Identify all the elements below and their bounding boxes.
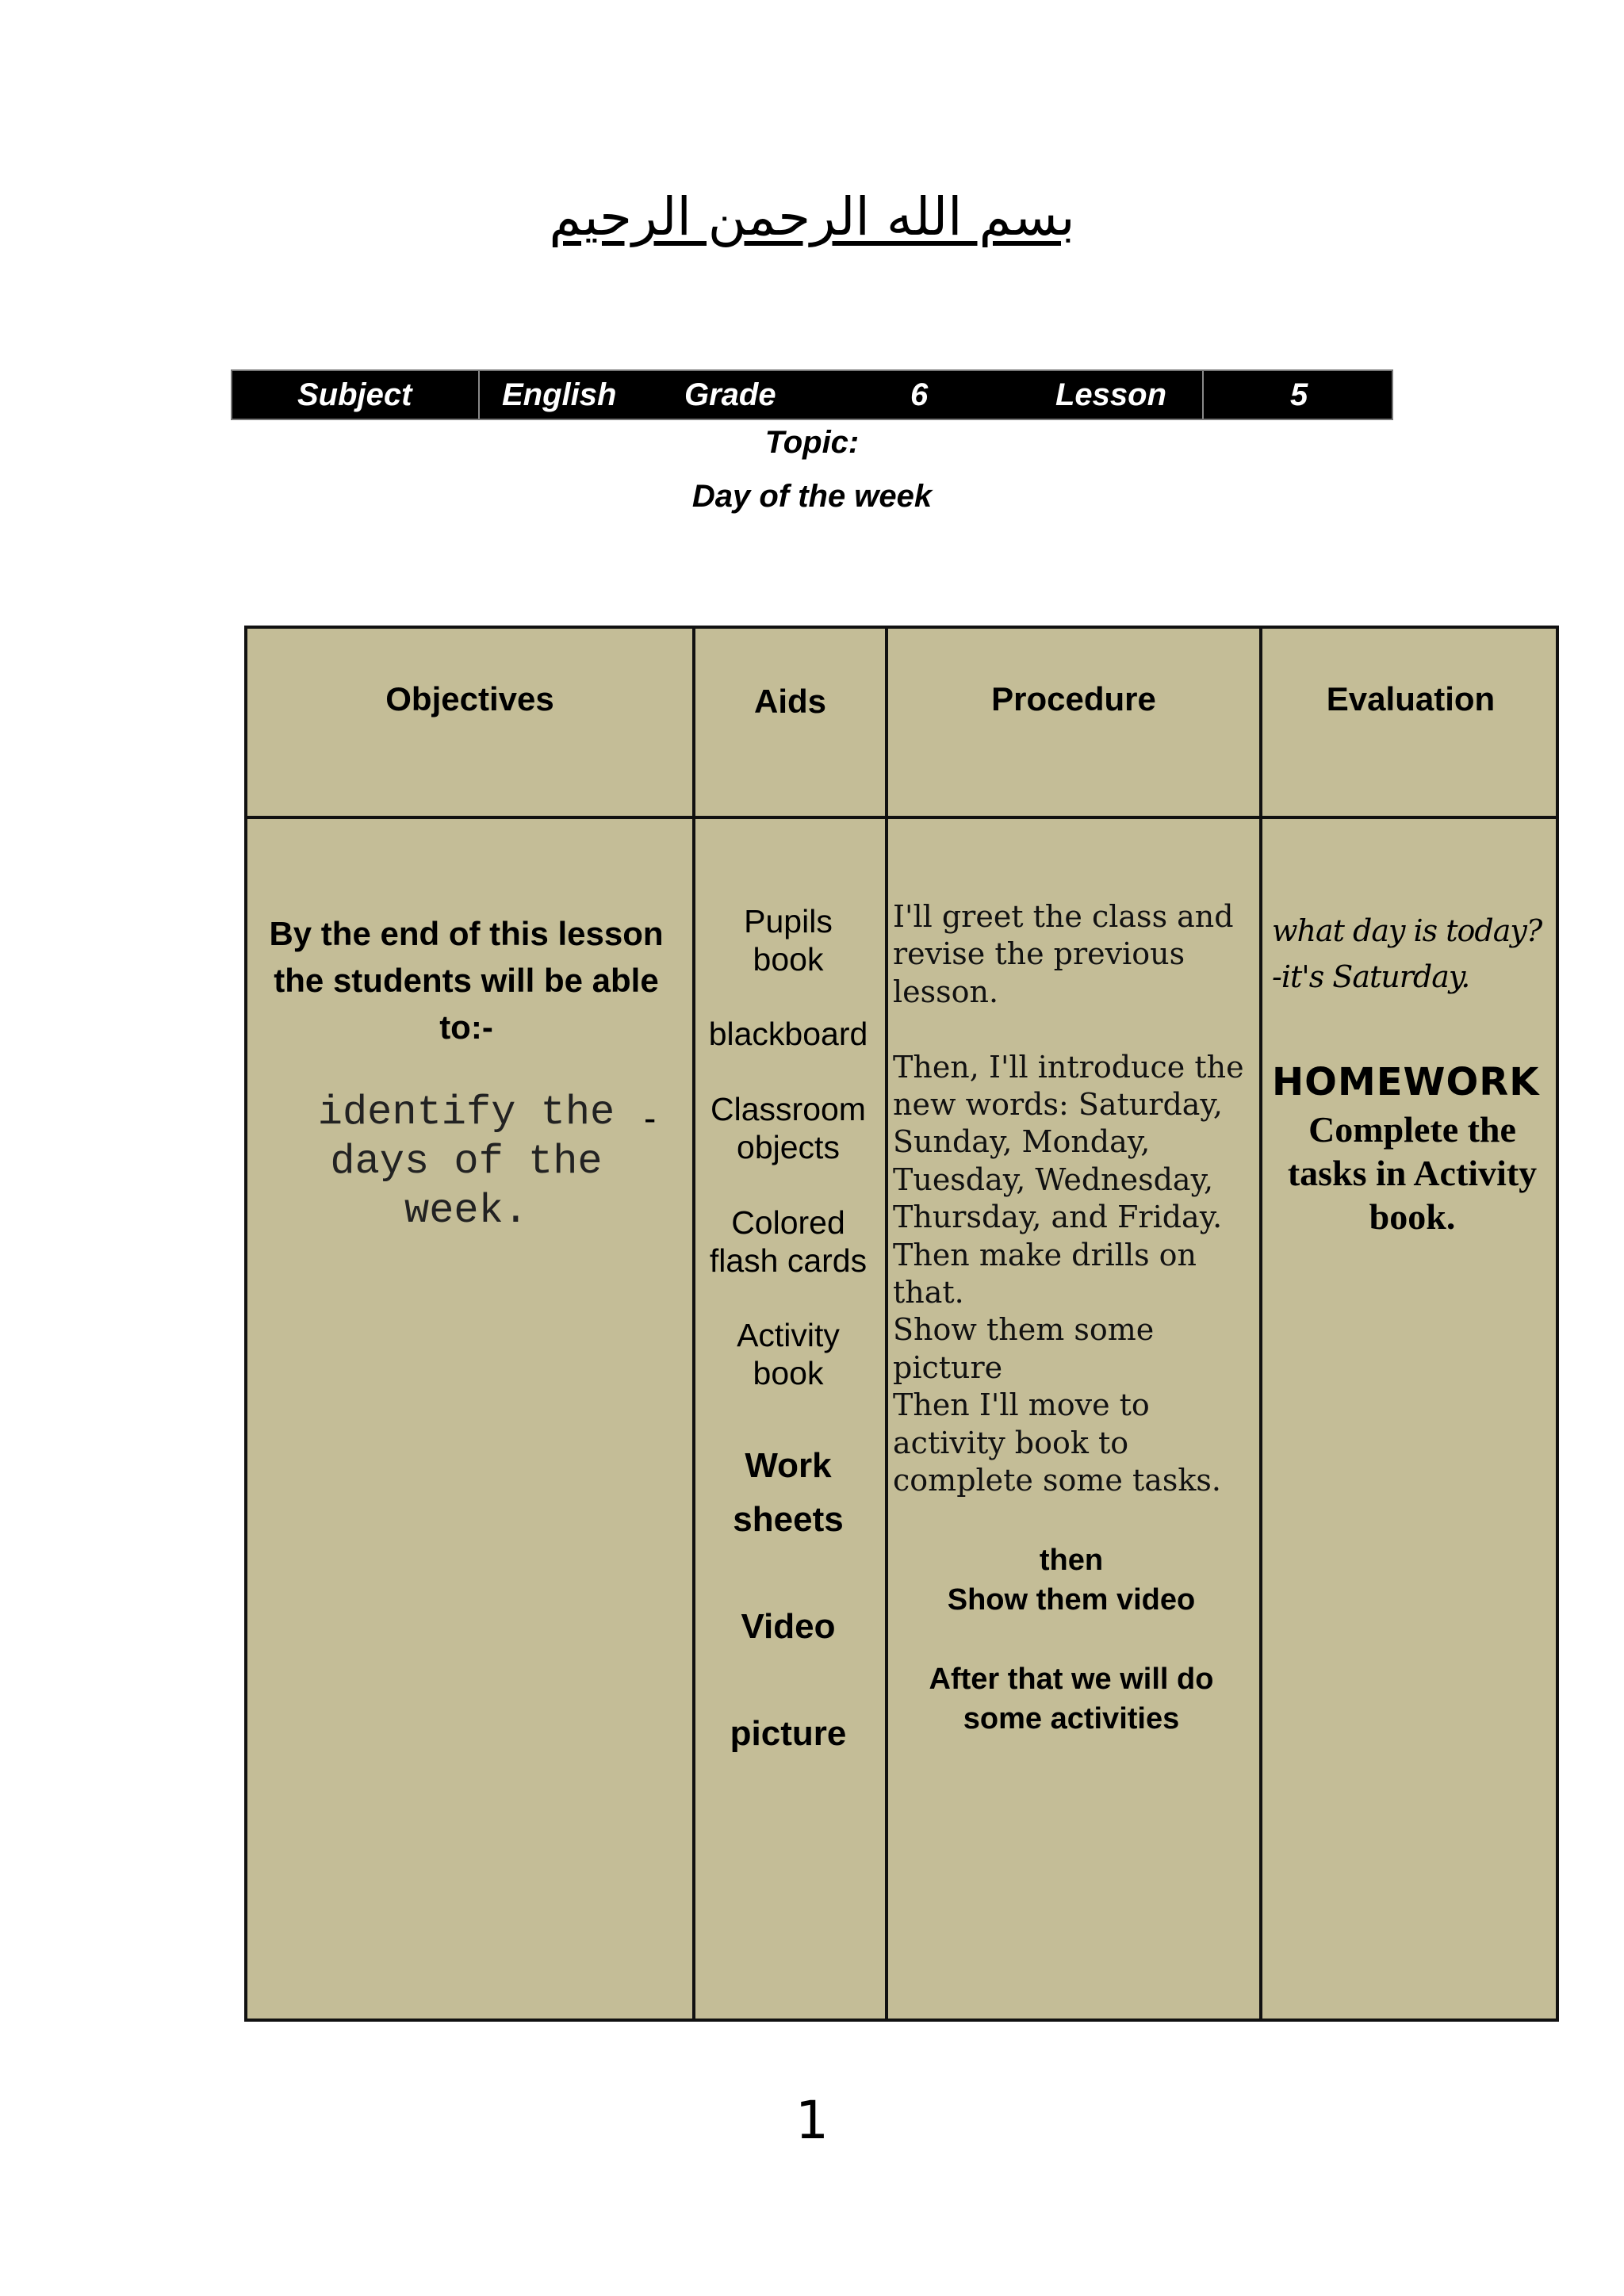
procedure-line: Then I'll move to <box>893 1387 1150 1423</box>
procedure-followup-line <box>888 1620 1254 1659</box>
page-number: 1 <box>795 2090 829 2151</box>
header-procedure: Procedure <box>991 680 1156 718</box>
aid-line: Classroom <box>710 1091 866 1127</box>
aid-item <box>692 1600 884 1654</box>
aid-item <box>692 902 884 978</box>
evaluation-question <box>1272 908 1557 1000</box>
procedure-followup-line: then <box>1039 1544 1104 1577</box>
aid-line: picture <box>730 1714 847 1753</box>
grade-value: 6 <box>910 377 929 412</box>
procedure-line: lesson. <box>893 974 999 1009</box>
procedure-line: that. <box>893 1275 964 1311</box>
procedure-line: Sunday, Monday, <box>893 1124 1151 1160</box>
aid-line: sheets <box>733 1500 844 1539</box>
homework-title: HOMEWORK <box>1272 1060 1540 1104</box>
procedure-line: complete some tasks. <box>893 1463 1222 1498</box>
procedure-line: Tuesday, Wednesday, <box>893 1161 1214 1197</box>
procedure-text <box>893 898 1250 1500</box>
aid-line: Colored <box>731 1204 845 1241</box>
column-divider <box>885 629 888 2019</box>
objective-dash: - <box>644 1097 657 1138</box>
homework-task-line: tasks in Activity <box>1287 1153 1538 1193</box>
lesson-value: 5 <box>1290 377 1308 412</box>
aid-line: Activity <box>737 1317 840 1353</box>
aid-line: objects <box>737 1129 840 1165</box>
homework-task-line: book. <box>1369 1196 1456 1237</box>
evaluation-line: what day is today? <box>1272 913 1542 948</box>
basmala-text: بسم الله الرحمن الرحيم <box>549 186 1075 247</box>
procedure-line: Then, I'll introduce the <box>893 1049 1244 1085</box>
procedure-line: picture <box>893 1349 1003 1385</box>
column-divider <box>1259 629 1262 2019</box>
info-bar-divider <box>478 371 480 419</box>
homework-task-line: Complete the <box>1308 1109 1516 1150</box>
homework-task <box>1269 1108 1556 1238</box>
procedure-line: I'll greet the class and <box>893 899 1234 934</box>
aid-line: Pupils <box>744 903 833 939</box>
procedure-line: revise the previous <box>893 936 1185 972</box>
objective-goal <box>292 1089 641 1236</box>
procedure-line: Show them some <box>893 1312 1155 1348</box>
evaluation-line: -it's Saturday. <box>1272 959 1470 994</box>
aid-line: flash cards <box>709 1242 868 1279</box>
subject-label: Subject <box>297 377 412 412</box>
procedure-followup <box>888 1540 1254 1739</box>
aid-line: book <box>753 1355 824 1391</box>
procedure-line: new words: Saturday, <box>893 1087 1223 1123</box>
objective-intro-line: the students will be able <box>274 962 659 999</box>
objective-goal-line: days of the <box>330 1138 603 1185</box>
topic-value: Day of the week <box>691 479 933 514</box>
info-bar-divider <box>1202 371 1204 419</box>
aid-item <box>692 1015 884 1053</box>
procedure-followup-line: Show them video <box>947 1583 1196 1617</box>
aid-item <box>692 1707 884 1761</box>
aid-item <box>692 1316 884 1392</box>
aid-line: book <box>753 941 824 978</box>
aid-line: blackboard <box>708 1016 868 1052</box>
basmala-heading <box>0 186 1624 247</box>
subject-value: English <box>502 377 617 412</box>
topic-label: Topic: <box>764 425 860 460</box>
lesson-info-bar <box>231 369 1393 420</box>
objective-intro-line: to:- <box>439 1008 493 1046</box>
aid-item <box>692 1203 884 1280</box>
procedure-followup-line: some activities <box>963 1702 1180 1735</box>
procedure-followup-line: After that we will do <box>929 1663 1214 1696</box>
procedure-line: activity book to <box>893 1425 1129 1460</box>
header-objectives: Objectives <box>385 680 554 718</box>
procedure-line <box>893 1011 1250 1048</box>
objective-goal-line: week. <box>404 1188 529 1234</box>
aid-line: Video <box>741 1607 836 1646</box>
objective-intro-line: By the end of this lesson <box>269 915 664 952</box>
aid-line: Work <box>745 1446 832 1485</box>
header-evaluation: Evaluation <box>1326 680 1496 718</box>
lesson-label: Lesson <box>1055 377 1167 412</box>
procedure-line: Thursday, and Friday. <box>893 1200 1223 1235</box>
header-aids: Aids <box>753 683 826 720</box>
aid-item <box>692 1090 884 1166</box>
grade-label: Grade <box>684 377 776 412</box>
header-divider <box>247 816 1556 819</box>
objective-goal-line: identify the <box>317 1089 615 1136</box>
aid-item <box>692 1439 884 1547</box>
procedure-line: Then make drills on <box>893 1237 1197 1272</box>
objective-intro <box>252 910 680 1050</box>
